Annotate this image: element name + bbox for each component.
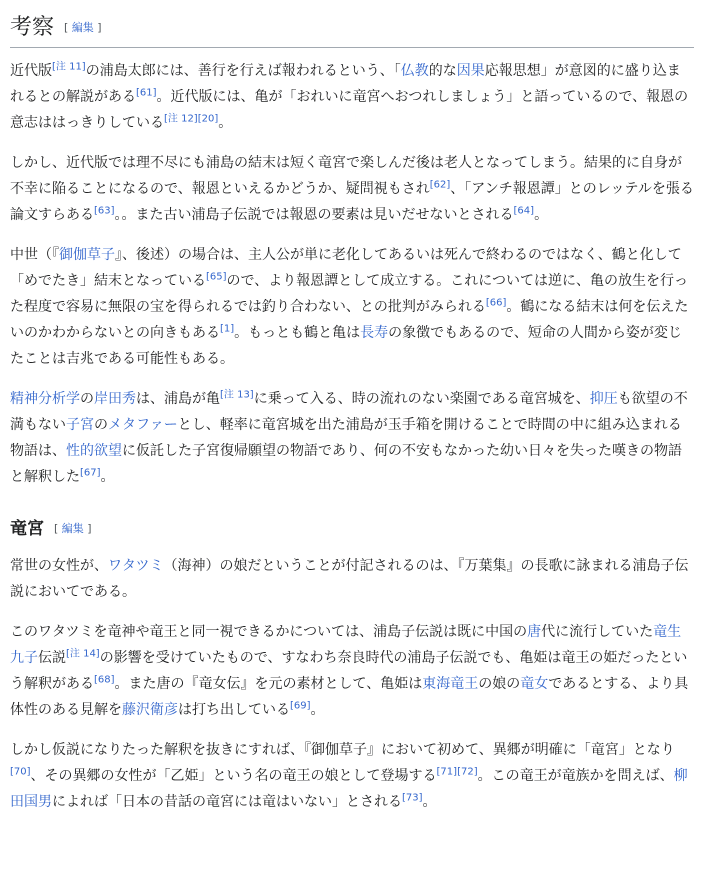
link-metaphor[interactable]: メタファー [108,416,178,433]
citation-ref[interactable]: [61] [136,86,157,98]
text: 。もっとも鶴と亀は [234,324,361,341]
text: 近代版 [10,62,52,79]
link-choju[interactable]: 長寿 [360,324,389,341]
paragraph [10,386,694,490]
text: ので、より報恩譚として成立する。これについては逆に、亀の放生を行った程度で容易に無限の宝を得られるでは釣り合わない、との批判がみられる [10,272,688,315]
text: の娘の [478,676,521,693]
text: であるとする、より具体性のある見解を [10,676,689,719]
link-yokuatsu[interactable]: 抑圧 [589,390,618,407]
citation-ref[interactable]: [67] [80,466,101,478]
citation-ref[interactable]: [66] [485,296,507,308]
text: の [80,390,94,407]
link-seishin-bunsekigaku[interactable]: 精神分析学 [10,390,80,407]
text: の [94,416,108,433]
note-ref[interactable]: [注 11] [52,60,86,72]
section-heading-ryugu [10,504,694,544]
text: 。また唐の『竜女伝』を元の素材として、亀姫は [114,676,423,693]
text: 。 [218,114,233,131]
citation-ref[interactable]: [70] [10,766,31,778]
text: 、その異郷の女性が「乙姫」という名の竜王の娘として登場する [30,768,437,785]
citation-ref[interactable]: [73] [402,792,423,804]
link-ryujo[interactable]: 竜女 [520,676,549,693]
link-tokai-ryuo[interactable]: 東海竜王 [422,676,479,693]
text: の象徴でもあるので、短命の人間から姿が変じたことは吉兆である可能性もある。 [10,324,682,367]
text: 伝説 [38,650,66,667]
paragraph [10,553,694,605]
paragraph [10,242,694,372]
citation-ref[interactable]: [63] [94,204,115,216]
text: によれば「日本の昔話の竜宮には竜はいない」とされる [52,794,402,811]
citation-ref[interactable]: [71] [436,766,458,778]
paragraph [10,619,694,723]
note-ref[interactable]: [注 14] [66,648,100,660]
link-ryusei-kyushi[interactable]: 竜生九子 [10,624,682,667]
edit-link[interactable]: 編集 [71,20,94,34]
text: 。 [310,702,325,719]
text: も欲望の不満もない [10,390,688,433]
text: とし、軽率に竜宮城を出た浦島が玉手箱を開けることで時間の中に組み込まれる物語は、 [10,416,682,459]
citation-ref[interactable]: [20] [197,112,219,124]
link-watatsumi[interactable]: ワタツミ [108,558,164,575]
text: 。 [534,206,549,223]
text: 、「アンチ報恩譚」とのレッテルを張る論文すらある [10,180,694,223]
paragraph [10,150,694,228]
text: 応報思想」が意図的に盛り込まれるとの解説がある [10,62,681,105]
citation-ref[interactable]: [68] [94,674,115,686]
text: しかし仮説になりたった解釈を抜きにすれば、『御伽草子』において初めて、異郷が明確に「竜宮」となり [10,742,675,759]
link-shikyu[interactable]: 子宮 [66,416,94,433]
text: 的な [428,62,457,79]
link-inga[interactable]: 因果 [456,62,485,79]
text: は、浦島が亀 [136,390,220,407]
text: 常世の女性が、 [10,558,108,575]
citation-ref[interactable]: [65] [206,270,227,282]
edit-link[interactable]: 編集 [61,521,84,535]
text: 。 [100,468,115,485]
text: は打ち出している [178,702,290,719]
text: しかし、近代版では理不尽にも浦島の結末は短く竜宮で楽しんだ後は老人となってしまう。結果的に自身が不幸に陥ることになるので、報恩といえるかどうか、疑問視もされ [10,154,682,197]
link-yanagita-kunio[interactable]: 柳田国男 [10,768,688,811]
citation-ref[interactable]: [72] [457,766,478,778]
text: 。。また古い浦島子伝説では報恩の要素は見いだせないとされる [114,206,514,223]
paragraph [10,58,694,136]
text: 中世（『 [10,246,59,263]
text: 。この竜王が竜族かを問えば、 [477,768,674,785]
text: （海神）の娘だということが付記されるのは、『万葉集』の長歌に詠まれる浦島子伝説においてである。 [10,558,689,601]
note-ref[interactable]: [注 13] [220,388,254,400]
paragraph [10,737,694,815]
text: に仮託した子宮復帰願望の物語であり、何の不安もなかった幼い日々を失った嘆きの物語と解釈した [10,442,682,485]
text: このワタツミを竜神や竜王と同一視できるかについては、浦島子伝説は既に中国の [10,624,528,641]
citation-ref[interactable]: [64] [513,204,535,216]
link-kishida-shu[interactable]: 岸田秀 [94,390,136,407]
edit-section-link: [ 編集 ] [64,20,102,34]
text: 』、後述）の場合は、主人公が単に老化してあるいは死んで終わるのではなく、鶴と化して「めでたき」結末となっている [10,246,682,289]
citation-ref[interactable]: [62] [429,178,451,190]
section-title: 竜宮 [10,518,44,539]
section-heading-kousatsu [10,0,694,48]
text: の影響を受けていたもので、すなわち奈良時代の浦島子伝説でも、亀姫は竜王の姫だったという解釈がある [10,650,688,693]
edit-section-link: [ 編集 ] [54,521,92,535]
text: 。 [422,794,437,811]
text: 。鶴になる結末は何を伝えたいのかわからないとの向きもある [10,298,689,341]
link-bukkyo[interactable]: 仏教 [400,62,429,79]
link-tang[interactable]: 唐 [527,624,542,641]
note-ref[interactable]: [注 12] [164,112,198,124]
text: の浦島太郎には、善行を行えば報われるという、「 [85,62,401,79]
citation-ref[interactable]: [69] [290,700,311,712]
citation-ref[interactable]: [1] [220,322,235,334]
text: 。近代版には、亀が「おれいに竜宮へおつれしましょう」と語っているので、報恩の意志ははっきりしている [10,88,689,131]
text: 代に流行していた [541,624,654,641]
section-title: 考察 [10,15,55,40]
link-otogizoshi[interactable]: 御伽草子 [59,246,115,263]
text: に乗って入る、時の流れのない楽園である竜宮城を、 [253,390,590,407]
link-seiteki-yokubo[interactable]: 性的欲望 [66,442,122,459]
link-fujisawa-morihiko[interactable]: 藤沢衛彦 [122,702,178,719]
